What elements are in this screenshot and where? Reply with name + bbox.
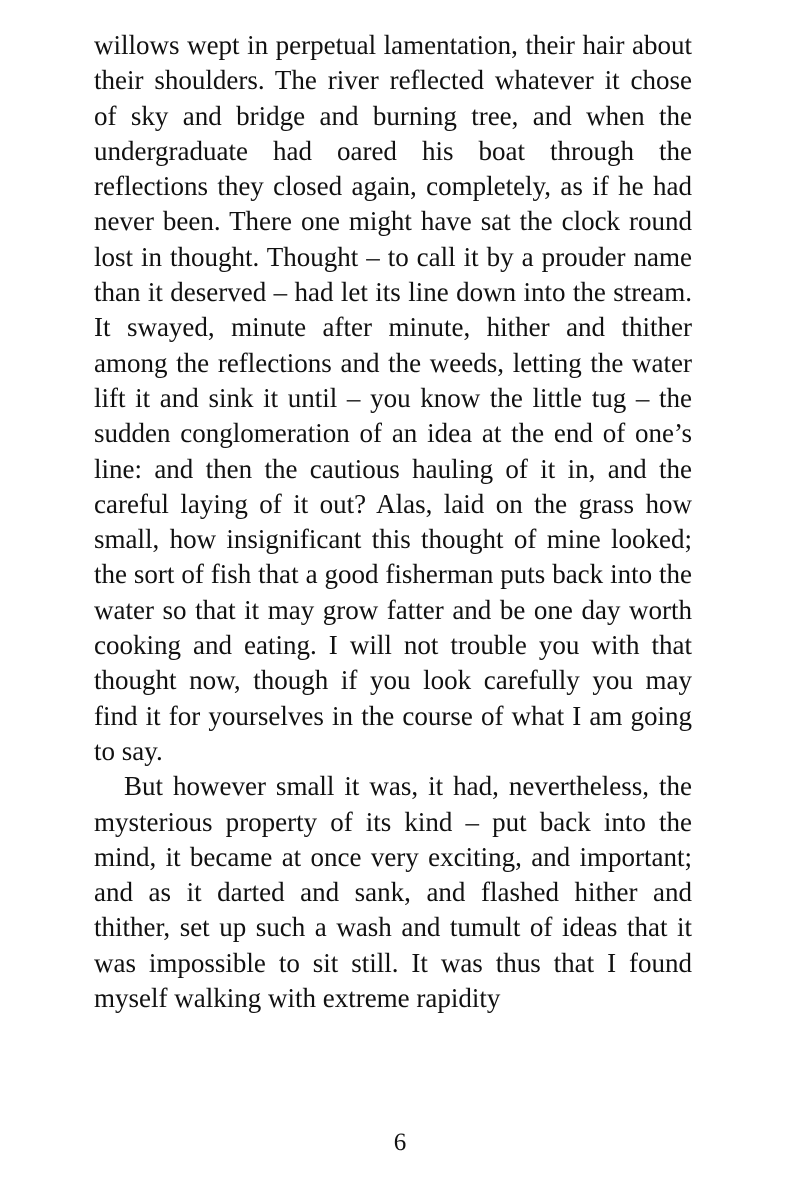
- paragraph-1: willows wept in perpetual lamentation, their hair about their shoulders. The river reflected whatever it chose of sky and bridge and burning tree, and when the undergraduate had oared his boat through the reflections they closed again, completely, as if he had never been. There one might have sat the clock round lost in thought. Thought – to call it by a prouder name than it deserved – had let its line down into the stream. It swayed, minute after minute, hither and thither among the reflections and the weeds, letting the water lift it and sink it until – you know the little tug – the sudden conglomeration of an idea at the end of one’s line: and then the cautious hauling of it in, and the careful laying of it out? Alas, laid on the grass how small, how insignificant this thought of mine looked; the sort of fish that a good fisherman puts back into the water so that it may grow fatter and be one day worth cooking and eating. I will not trouble you with that thought now, though if you look carefully you may find it for yourselves in the course of what I am going to say.: [94, 30, 692, 766]
- paragraph-2: But however small it was, it had, nevertheless, the mysterious property of its kind – put back into the mind, it became at once very exciting, and important; and as it darted and sank, and flashed hither and thither, set up such a wash and tumult of ideas that it was impossible to sit still. It was thus that I found myself walking with extreme rapidity: [94, 771, 692, 1014]
- body-text: [94, 28, 692, 1016]
- page-number: 6: [393, 1129, 407, 1156]
